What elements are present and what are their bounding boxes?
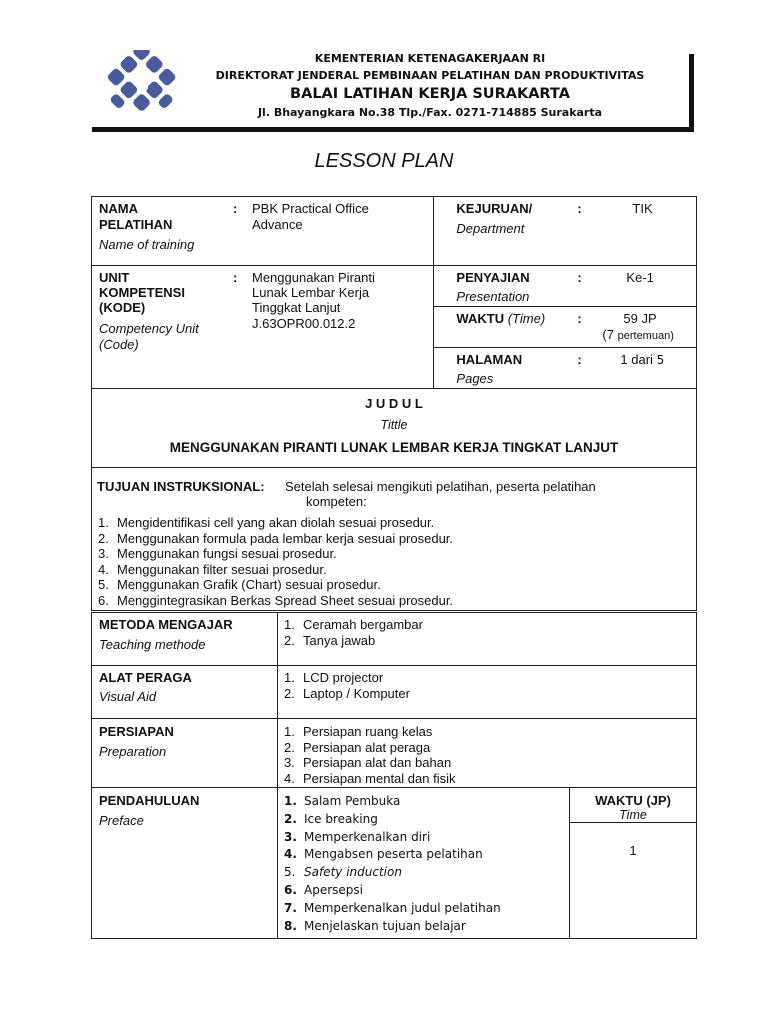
- list-item: 2. Ice breaking: [284, 811, 378, 826]
- unit-colon: :: [233, 270, 238, 285]
- halaman-cell: [434, 348, 697, 389]
- list-item: 3. Persiapan alat dan bahan: [284, 755, 452, 770]
- pendahuluan-label-cell: [92, 788, 278, 939]
- list-item: 6. Menggintegrasikan Berkas Spread Sheet sesuai prosedur.: [98, 592, 454, 608]
- header-rule: [92, 127, 694, 132]
- waktu-value-2b: pertemuan): [617, 330, 674, 342]
- lesson-plan-table-lower: [91, 612, 697, 939]
- metoda-label: METODA MENGAJAR: [99, 617, 233, 632]
- alat-list: [280, 670, 696, 701]
- kejuruan-label: KEJURUAN/: [456, 201, 533, 216]
- pendahuluan-label: PENDAHULUAN: [99, 793, 200, 808]
- waktu-label: WAKTU: [456, 311, 505, 326]
- list-item: 5. Menggunakan Grafik (Chart) sesuai prosedur.: [98, 577, 381, 592]
- alat-label-cell: [92, 666, 278, 719]
- waktu-value: 59 JP: [623, 311, 657, 326]
- nama-value-2: Advance: [252, 217, 303, 232]
- list-item: 4. Persiapan mental dan fisik: [284, 770, 456, 786]
- pendahuluan-waktu-value: 1: [629, 843, 637, 858]
- metoda-value-cell: [278, 613, 697, 666]
- kejuruan-value: TIK: [632, 201, 653, 216]
- pendahuluan-waktu-label: WAKTU (JP): [595, 793, 671, 808]
- tujuan-intro-1: Setelah selesai mengikuti pelatihan, peserta pelatihan: [285, 479, 596, 494]
- list-item: 3. Menggunakan fungsi sesuai prosedur.: [98, 546, 337, 561]
- metoda-sub: Teaching methode: [99, 637, 206, 652]
- unit-label-3: (KODE): [99, 300, 146, 315]
- halaman-label: HALAMAN: [456, 352, 523, 367]
- list-item: 3. Memperkenalkan diri: [284, 829, 431, 844]
- list-item: 4. Mengabsen peserta pelatihan: [284, 847, 483, 862]
- kejuruan-cell: [434, 197, 697, 266]
- metoda-list: [280, 617, 696, 648]
- list-item: 8. Menjelaskan tujuan belajar: [284, 918, 466, 933]
- metoda-label-cell: [92, 613, 278, 666]
- alat-value-cell: [278, 666, 697, 719]
- unit-sub-2: (Code): [99, 337, 139, 352]
- institution-address: Jl. Bhayangkara No.38 Tlp./Fax. 0271-714885 Surakarta: [257, 106, 603, 119]
- alat-label: ALAT PERAGA: [99, 670, 192, 685]
- unit-sub-1: Competency Unit: [99, 321, 199, 336]
- judul-cell: [92, 389, 697, 468]
- pendahuluan-waktu-sub: Time: [619, 808, 647, 822]
- list-item: 2. Tanya jawab: [284, 632, 376, 648]
- waktu-label-sub: (Time): [507, 311, 546, 326]
- unit-value-2: Lunak Lembar Kerja: [252, 285, 370, 300]
- nama-cell: [92, 197, 434, 266]
- tujuan-intro-2: kompeten:: [306, 494, 367, 509]
- tujuan-list: [94, 515, 453, 608]
- nama-label-1: NAMA: [99, 201, 138, 216]
- list-item: 1. Mengidentifikasi cell yang akan diolah sesuai prosedur.: [98, 515, 435, 530]
- list-item: 7. Memperkenalkan judul pelatihan: [284, 900, 501, 915]
- kejuruan-colon: :: [577, 201, 582, 216]
- list-item: 5. Safety induction: [284, 865, 402, 880]
- document-title: LESSON PLAN: [314, 150, 454, 172]
- penyajian-label: PENYAJIAN: [456, 270, 530, 285]
- penyajian-value: Ke-1: [626, 270, 654, 285]
- persiapan-list: [280, 724, 696, 786]
- kejuruan-sub: Department: [456, 221, 525, 236]
- judul-label: J U D U L: [365, 396, 423, 411]
- penyajian-cell: [434, 266, 697, 307]
- lesson-plan-table: [91, 196, 697, 611]
- header-vertical-rule: [689, 54, 694, 132]
- halaman-sub: Pages: [456, 371, 494, 386]
- pendahuluan-waktu-header: [570, 788, 697, 823]
- pendahuluan-value-cell: [278, 788, 570, 939]
- ministry-logo-icon: [104, 50, 182, 124]
- nama-value-1: PBK Practical Office: [252, 201, 369, 216]
- halaman-value-b: 5: [656, 353, 665, 367]
- list-item: 6. Apersepsi: [284, 882, 363, 897]
- institution-name: BALAI LATIHAN KERJA SURAKARTA: [290, 86, 570, 102]
- pendahuluan-waktu-value-cell: [570, 823, 697, 939]
- list-item: 2. Menggunakan formula pada lembar kerja sesuai prosedur.: [98, 530, 454, 546]
- pendahuluan-list: [284, 793, 569, 935]
- list-item: 2. Persiapan alat peraga: [284, 739, 431, 755]
- list-item: 4. Menggunakan filter sesuai prosedur.: [98, 561, 327, 577]
- alat-sub: Visual Aid: [99, 689, 157, 704]
- tujuan-cell: [92, 468, 697, 611]
- unit-value-4: J.63OPR00.012.2: [252, 316, 356, 331]
- judul-text: MENGGUNAKAN PIRANTI LUNAK LEMBAR KERJA TINGKAT LANJUT: [169, 440, 619, 455]
- tujuan-label: TUJUAN INSTRUKSIONAL:: [97, 479, 265, 494]
- penyajian-colon: :: [577, 270, 582, 285]
- unit-label-2: KOMPETENSI: [99, 285, 185, 300]
- directorate-name: DIREKTORAT JENDERAL PEMBINAAN PELATIHAN DAN PRODUKTIVITAS: [215, 69, 645, 82]
- list-item: 1. Salam Pembuka: [284, 794, 401, 808]
- nama-sub: Name of training: [99, 237, 195, 252]
- nama-label-2: PELATIHAN: [99, 217, 173, 232]
- unit-value-1: Menggunakan Piranti: [252, 270, 375, 285]
- list-item: 2. Laptop / Komputer: [284, 685, 410, 701]
- unit-label-1: UNIT: [99, 270, 130, 285]
- persiapan-value-cell: [278, 719, 697, 788]
- waktu-colon: :: [577, 311, 582, 326]
- persiapan-label-cell: [92, 719, 278, 788]
- waktu-cell: [434, 307, 697, 348]
- ministry-name: KEMENTERIAN KETENAGAKERJAAN RI: [314, 52, 546, 65]
- halaman-value-a: 1 dari: [620, 352, 653, 367]
- list-item: 1. Persiapan ruang kelas: [284, 724, 433, 739]
- persiapan-label: PERSIAPAN: [99, 724, 174, 739]
- unit-cell: [92, 266, 434, 389]
- unit-value-3: Tinggkat Lanjut: [252, 300, 341, 315]
- penyajian-sub: Presentation: [456, 289, 530, 304]
- waktu-value-2a: (7: [602, 327, 614, 342]
- list-item: 1. LCD projector: [284, 670, 384, 685]
- list-item: 1. Ceramah bergambar: [284, 617, 423, 632]
- judul-sub: Tittle: [380, 418, 408, 432]
- halaman-colon: :: [577, 352, 582, 367]
- persiapan-sub: Preparation: [99, 744, 167, 759]
- pendahuluan-sub: Preface: [99, 813, 144, 828]
- nama-colon: :: [233, 201, 238, 216]
